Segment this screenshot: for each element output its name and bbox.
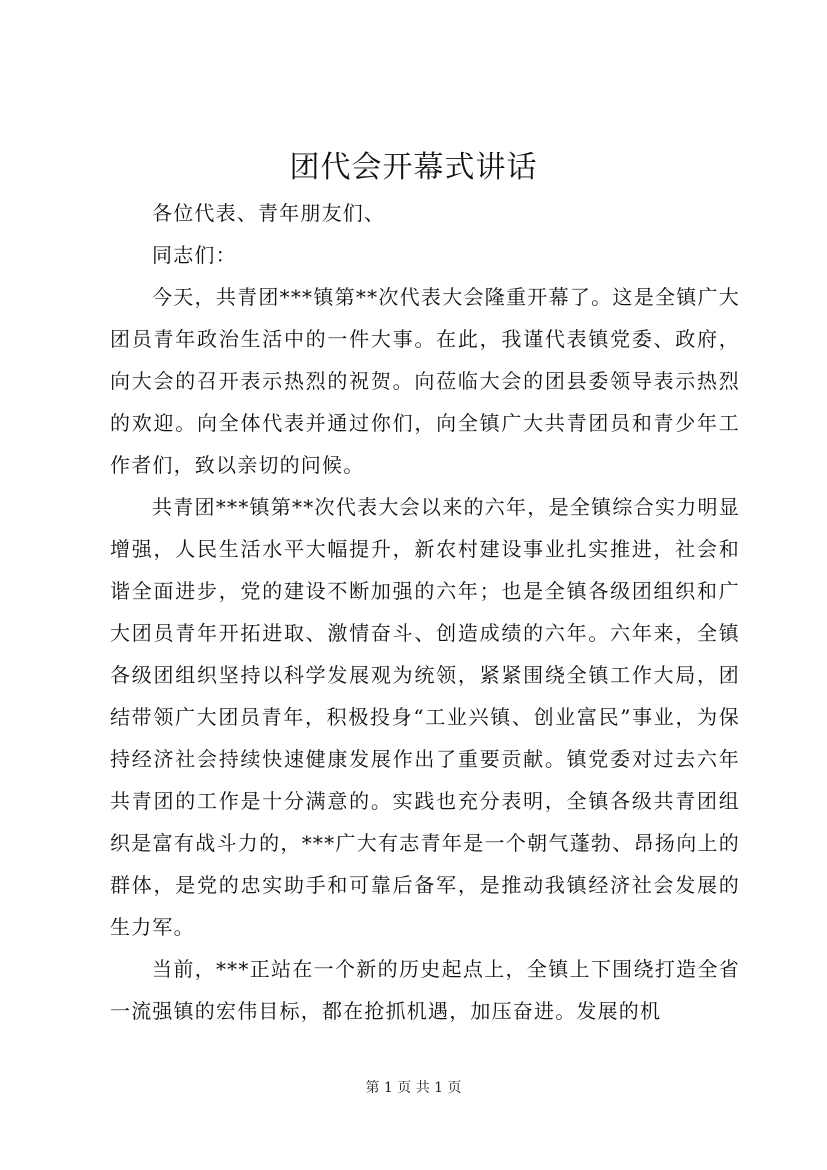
body-paragraph: 今天，共青团***镇第**次代表大会隆重开幕了。这是全镇广大团员青年政治生活中的一件大事。在此，我谨代表镇党委、政府，向大会的召开表示热烈的祝贺。向莅临大会的团县委领导表示热烈的欢迎。向全体代表并通过你们，向全镇广大共青团员和青少年工作者们，致以亲切的问候。 [110,285,740,477]
body-paragraph: 共青团***镇第**次代表大会以来的六年，是全镇综合实力明显增强，人民生活水平大幅提升，新农村建设事业扎实推进，社会和谐全面进步，党的建设不断加强的六年；也是全镇各级团组织和广大团员青年开拓进取、激情奋斗、创造成绩的六年。六年来，全镇各级团组织坚持以科学发展观为统领，紧紧围绕全镇工作大局，团结带领广大团员青年，积极投身“工业兴镇、创业富民”事业，为保持经济社会持续快速健康发展作出了重要贡献。镇党委对过去六年共青团的工作是十分满意的。实践也充分表明，全镇各级共青团组织是富有战斗力的，***广大有志青年是一个朝气蓬勃、昂扬向上的群体，是党的忠实助手和可靠后备军，是推动我镇经济社会发展的生力军。 [110,495,740,939]
body-paragraph: 当前，***正站在一个新的历史起点上，全镇上下围绕打造全省一流强镇的宏伟目标，都在抢抓机遇，加压奋进。发展的机 [110,957,740,1023]
greeting-line: 各位代表、青年朋友们、 [152,201,386,225]
document-body [110,192,740,1032]
page-number-footer: 第 1 页 共 1 页 [365,1080,462,1096]
document-title: 团代会开幕式讲话 [289,150,538,185]
greeting-line: 同志们： [152,243,237,267]
